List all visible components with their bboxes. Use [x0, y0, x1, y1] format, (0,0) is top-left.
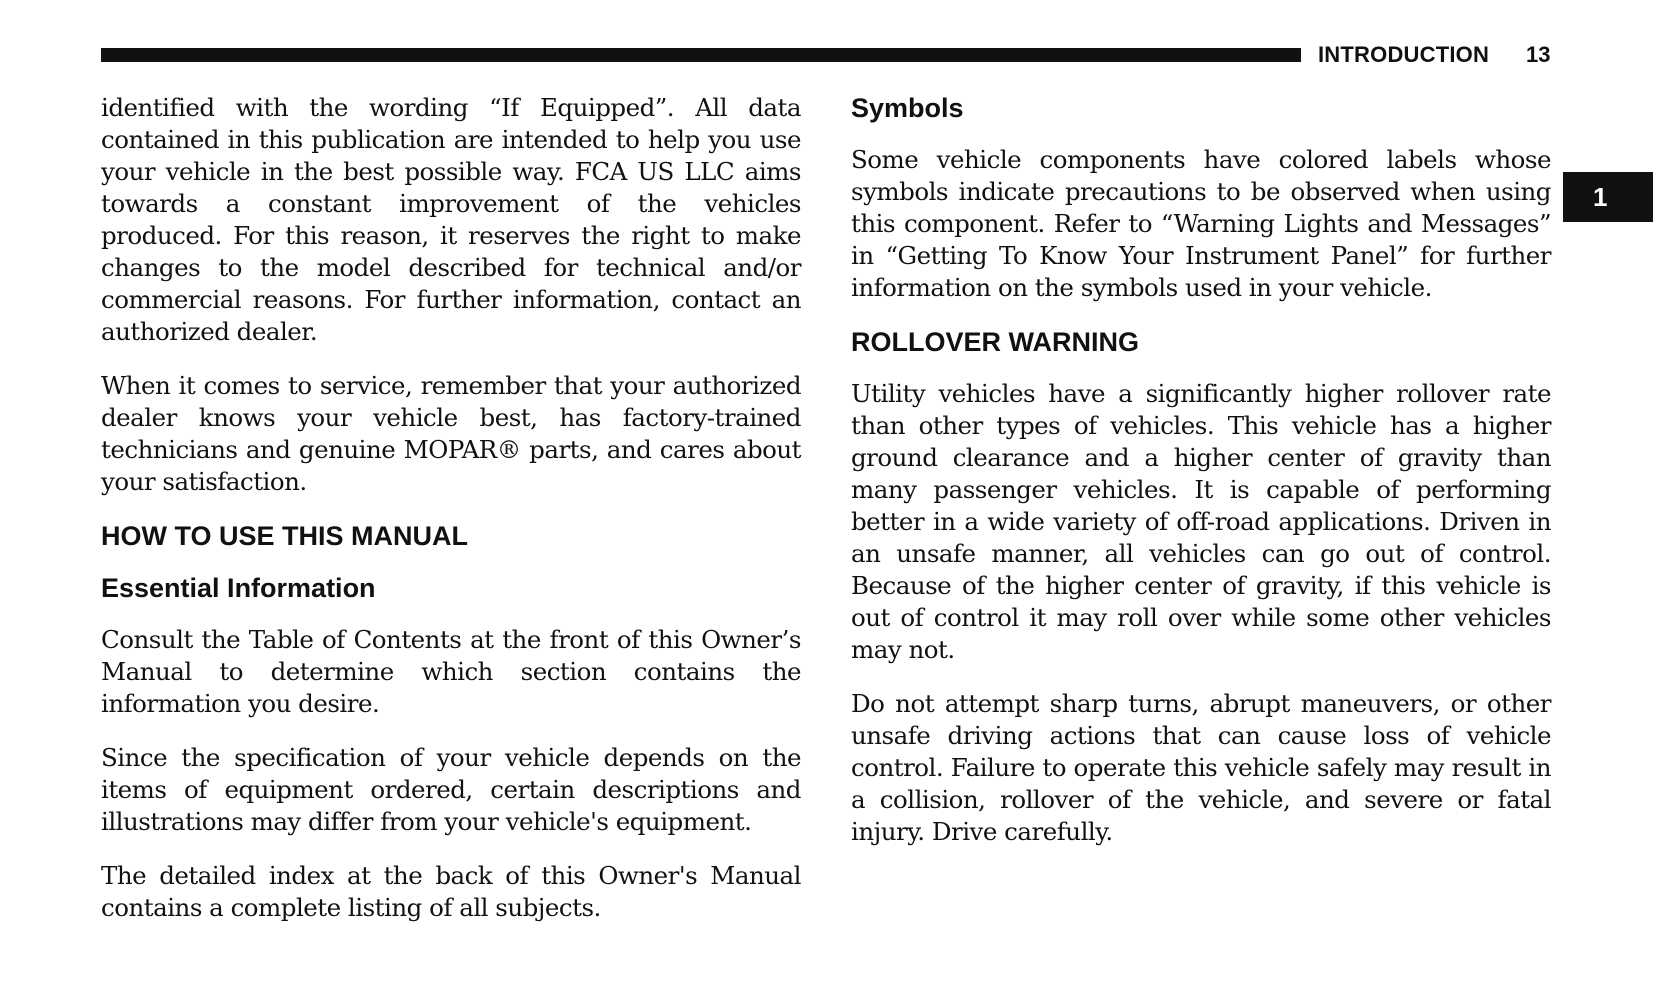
chapter-tab [1563, 172, 1653, 222]
paragraph: Consult the Table of Contents at the front of this Owner’s Manual to determine which section contains the information you desire. [101, 625, 801, 718]
paragraph: When it comes to service, remember that your authorized dealer knows your vehicle best, has factory-trained technicians and genuine MOPAR® parts, and cares about your satisfaction. [101, 371, 801, 496]
paragraph: Some vehicle components have colored labels whose symbols indicate precautions to be observed when using this component. Refer to “Warning Lights and Messages” in “Getting To Know Your Instrument Panel” for further information on the symbols used in your vehicle. [851, 145, 1551, 302]
chapter-tab-number: 1 [1593, 181, 1608, 212]
right-column [851, 92, 1551, 870]
paragraph: Since the specification of your vehicle depends on the items of equipment ordered, certain descriptions and illustrations may differ from your vehicle's equipment. [101, 743, 801, 836]
paragraph: Utility vehicles have a significantly higher rollover rate than other types of vehicles. This vehicle has a higher ground clearance and a higher center of gravity than many passenger vehicles. It is capable of performing better in a wide variety of off-road applications. Driven in an unsafe manner, all vehicles can go out of control. Because of the higher center of gravity, if this vehicle is out of control it may roll over while some other vehicles may not. [851, 379, 1551, 664]
section-heading-how-to-use: HOW TO USE THIS MANUAL [101, 521, 468, 551]
header-rule [101, 48, 1301, 62]
left-column [101, 92, 801, 946]
subheading-essential-information: Essential Information [101, 573, 376, 603]
running-header-section: INTRODUCTION [1318, 42, 1490, 67]
paragraph: identified with the wording “If Equipped”. All data contained in this publication are intended to help you use your vehicle in the best possible way. FCA US LLC aims towards a constant improvement of the vehicles produced. For this reason, it reserves the right to make changes to the model described for technical and/or commercial reasons. For further information, contact an authorized dealer. [101, 93, 801, 346]
page-number: 13 [1526, 42, 1551, 67]
paragraph: Do not attempt sharp turns, abrupt maneuvers, or other unsafe driving actions that can cause loss of vehicle control. Failure to operate this vehicle safely may result in a collision, rollover of the vehicle, and severe or fatal injury. Drive carefully. [851, 689, 1551, 846]
subheading-symbols: Symbols [851, 93, 964, 123]
section-heading-rollover-warning: ROLLOVER WARNING [851, 327, 1139, 357]
paragraph: The detailed index at the back of this Owner's Manual contains a complete listing of all subjects. [101, 861, 801, 922]
